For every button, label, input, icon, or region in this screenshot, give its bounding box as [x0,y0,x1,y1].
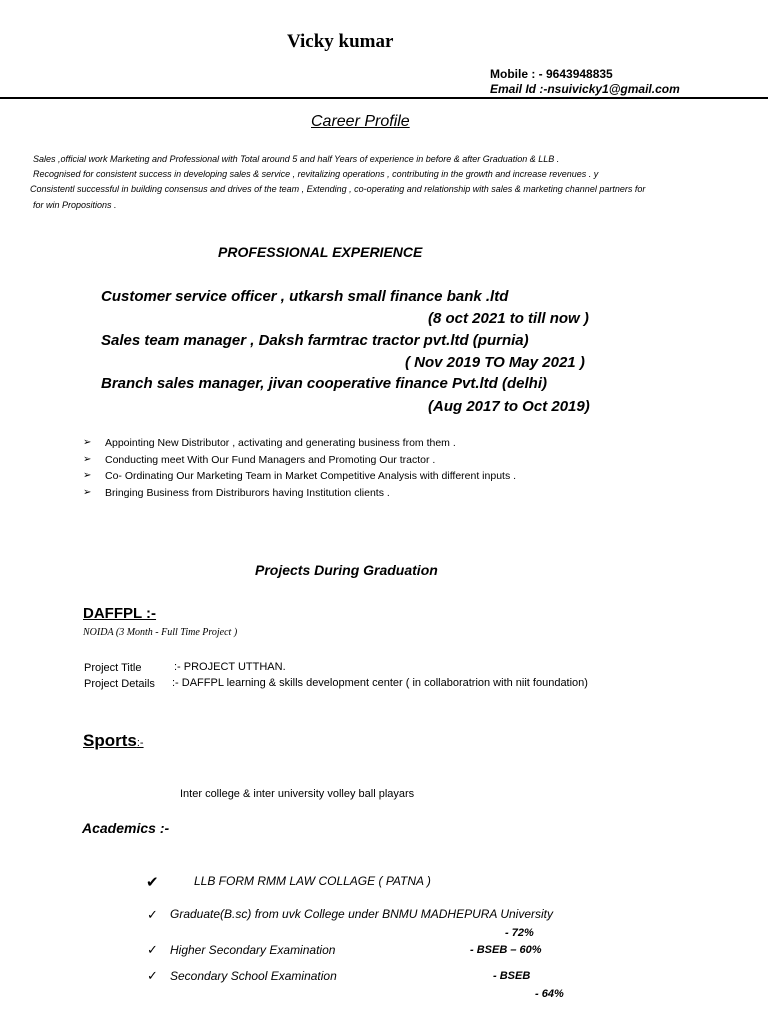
summary-line: Consistentl successful in building consensus and drives of the team , Extending , co-operating and relationship with sales & marketing channel partners for [30,184,646,195]
career-profile-heading: Career Profile [311,113,410,130]
summary-line: Sales ,official work Marketing and Professional with Total around 5 and half Years of experience in before & after Graduation & LLB . [33,154,560,164]
list-item: ➢ Appointing New Distributor , activating and generating business from them . [83,435,516,452]
header-divider [0,97,768,99]
project-title-value: :- PROJECT UTTHAN. [174,661,286,673]
academic-item: Graduate(B.sc) from uvk College under BNMU MADHEPURA University [170,907,553,921]
check-mark-icon: ✓ [147,907,158,922]
academics-heading: Academics :- [82,820,170,836]
job-dates: (8 oct 2021 to till now ) [428,310,589,327]
secondary-school-percentage: - 64% [535,988,564,1000]
career-profile-summary [0,152,768,213]
project-name: DAFFPL :- [83,605,157,622]
arrow-bullet-icon: ➢ [83,470,92,481]
check-mark-icon: ✓ [147,968,158,983]
academic-item: LLB FORM RMM LAW COLLAGE ( PATNA ) [194,874,431,888]
sports-description: Inter college & inter university volley ball playars [180,788,415,800]
higher-secondary-result: - BSEB – 60% [470,944,542,956]
sports-heading: Sports:- [83,731,144,750]
mobile-number: Mobile : - 9643948835 [490,67,613,81]
list-item: ➢ Conducting meet With Our Fund Managers and Promoting Our tractor . [83,452,516,469]
arrow-bullet-icon: ➢ [83,453,92,465]
project-details-value: :- DAFFPL learning & skills development center ( in collaboratrion with niit foundation) [172,677,588,689]
graduation-percentage: - 72% [505,927,534,939]
arrow-bullet-icon: ➢ [83,437,92,448]
summary-line: Recognised for consistent success in developing sales & service , revitalizing operations , contributing in the growth and increase revenues . y [33,169,599,180]
secondary-school-result: - BSEB [493,970,531,982]
check-mark-icon: ✔ [146,874,159,891]
job-dates: ( Nov 2019 TO May 2021 ) [405,354,585,371]
job-role: Sales team manager , Daksh farmtrac tractor pvt.ltd (purnia) [101,332,529,349]
check-mark-icon: ✓ [147,942,158,957]
responsibility-list [83,435,516,501]
project-title-label: Project Title [84,662,142,674]
email-address: Email Id :-nsuivicky1@gmail.com [490,82,680,96]
job-role: Branch sales manager, jivan cooperative finance Pvt.ltd (delhi) [101,375,547,392]
job-role: Customer service officer , utkarsh small finance bank .ltd [101,288,509,305]
list-item: ➢ Co- Ordinating Our Marketing Team in Market Competitive Analysis with different inputs . [83,468,516,485]
project-subtitle: NOIDA (3 Month - Full Time Project ) [83,627,238,638]
summary-line: for win Propositions . [33,199,117,210]
project-details-label: Project Details [84,678,155,690]
professional-experience-heading: PROFESSIONAL EXPERIENCE [218,244,423,260]
projects-heading: Projects During Graduation [255,562,438,578]
arrow-bullet-icon: ➢ [83,486,92,498]
academic-item: Secondary School Examination [170,969,337,983]
candidate-name: Vicky kumar [287,31,394,52]
job-dates: (Aug 2017 to Oct 2019) [428,398,590,415]
list-item: ➢ Bringing Business from Distriburors having Institution clients . [83,485,516,502]
academic-item: Higher Secondary Examination [170,943,336,957]
